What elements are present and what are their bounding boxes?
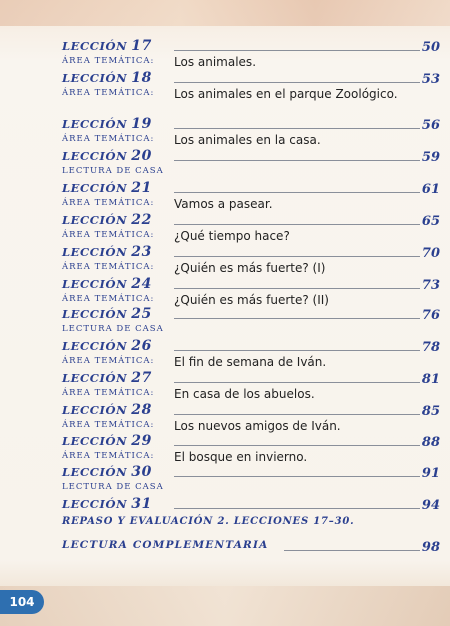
lesson-label: LECCIÓN 27 [62, 370, 152, 386]
page-number: 85 [421, 404, 440, 419]
topic: El bosque en invierno. [174, 450, 308, 464]
toc-entry[interactable] [62, 244, 440, 278]
page-number: 70 [421, 246, 440, 261]
toc-entry[interactable] [62, 212, 440, 246]
toc-entry[interactable] [62, 38, 440, 72]
page-number: 88 [421, 435, 440, 450]
lesson-label: LECCIÓN 17 [62, 38, 152, 54]
lectura-complementaria-entry[interactable] [62, 538, 440, 556]
page-number-badge: 104 [0, 590, 44, 614]
lesson-label: LECCIÓN 20 [62, 148, 152, 164]
page-number: 65 [421, 214, 440, 229]
topic: Los animales en la casa. [174, 133, 321, 147]
page-number: 78 [421, 340, 440, 355]
area-label: LECTURA DE CASA [62, 166, 164, 176]
page-number: 94 [421, 498, 440, 513]
page-number: 50 [421, 40, 440, 55]
area-label: ÁREA TEMÁTICA: [62, 420, 155, 430]
lesson-label: LECCIÓN 25 [62, 306, 152, 322]
area-label: ÁREA TEMÁTICA: [62, 198, 155, 208]
toc-entry[interactable] [62, 338, 440, 372]
page-number: 98 [421, 540, 440, 555]
area-label: ÁREA TEMÁTICA: [62, 356, 155, 366]
topic: ¿Quién es más fuerte? (II) [174, 293, 329, 307]
area-label: ÁREA TEMÁTICA: [62, 294, 155, 304]
repaso-heading: REPASO Y EVALUACIÓN 2. LECCIONES 17–30. [62, 516, 355, 527]
topic: Vamos a pasear. [174, 197, 273, 211]
area-label: ÁREA TEMÁTICA: [62, 388, 155, 398]
lesson-label: LECCIÓN 26 [62, 338, 152, 354]
lesson-label: LECCIÓN 28 [62, 402, 152, 418]
page-number: 76 [421, 308, 440, 323]
topic: En casa de los abuelos. [174, 387, 315, 401]
lectura-label: LECTURA COMPLEMENTARIA [62, 539, 269, 551]
page-number: 53 [421, 72, 440, 87]
lesson-label: LECCIÓN 23 [62, 244, 152, 260]
lesson-label: LECCIÓN 29 [62, 433, 152, 449]
area-label: ÁREA TEMÁTICA: [62, 262, 155, 272]
page-number: 91 [421, 466, 440, 481]
area-label: ÁREA TEMÁTICA: [62, 88, 155, 98]
lesson-label: LECCIÓN 18 [62, 70, 152, 86]
toc-entry[interactable] [62, 116, 440, 150]
toc-entry[interactable] [62, 70, 440, 104]
toc-entry[interactable] [62, 433, 440, 467]
topic: Los nuevos amigos de Iván. [174, 419, 341, 433]
toc-entry[interactable] [62, 276, 440, 310]
area-label: ÁREA TEMÁTICA: [62, 134, 155, 144]
page-number: 59 [421, 150, 440, 165]
topic: El fin de semana de Iván. [174, 355, 327, 369]
topic: Los animales. [174, 55, 257, 69]
lesson-label: LECCIÓN 31 [62, 496, 152, 512]
lesson-label: LECCIÓN 22 [62, 212, 152, 228]
toc-entry[interactable] [62, 496, 440, 514]
toc-entry[interactable] [62, 464, 440, 498]
area-label: LECTURA DE CASA [62, 324, 164, 334]
toc-entry[interactable] [62, 306, 440, 340]
topic: Los animales en el parque Zoológico. [174, 87, 398, 101]
lesson-label: LECCIÓN 19 [62, 116, 152, 132]
page-number: 56 [421, 118, 440, 133]
topic: ¿Quién es más fuerte? (I) [174, 261, 326, 275]
page-number: 73 [421, 278, 440, 293]
area-label: ÁREA TEMÁTICA: [62, 451, 155, 461]
topic: ¿Qué tiempo hace? [174, 229, 290, 243]
lesson-label: LECCIÓN 21 [62, 180, 152, 196]
toc-entry[interactable] [62, 148, 440, 182]
toc-entry[interactable] [62, 402, 440, 436]
toc-entry[interactable] [62, 370, 440, 404]
area-label: ÁREA TEMÁTICA: [62, 56, 155, 66]
page-number: 81 [421, 372, 440, 387]
page-number: 61 [421, 182, 440, 197]
lesson-label: LECCIÓN 30 [62, 464, 152, 480]
area-label: ÁREA TEMÁTICA: [62, 230, 155, 240]
toc-entry[interactable] [62, 180, 440, 214]
lesson-label: LECCIÓN 24 [62, 276, 152, 292]
area-label: LECTURA DE CASA [62, 482, 164, 492]
